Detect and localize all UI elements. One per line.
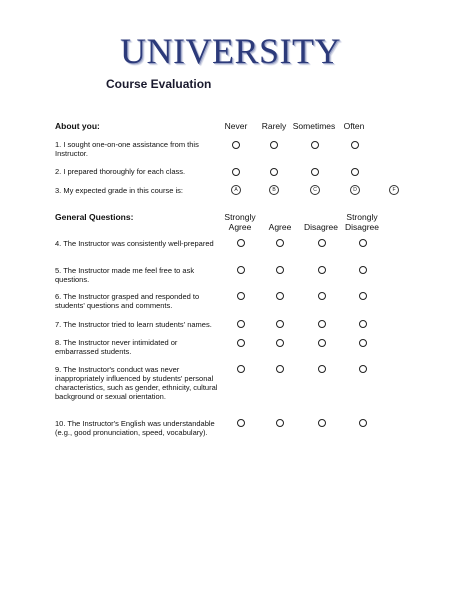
column-header-often: Often — [343, 121, 365, 131]
column-header-strongly-disagree: Strongly Disagree — [344, 212, 380, 232]
q10-strongly-agree-radio[interactable] — [237, 419, 245, 427]
question-2: 2. I prepared thoroughly for each class. — [55, 167, 186, 176]
q7-disagree-radio[interactable] — [318, 320, 326, 328]
question-3: 3. My expected grade in this course is: — [55, 186, 183, 195]
question-8: 8. The Instructor never intimidated or embarrassed students. — [55, 338, 178, 356]
q1-never-radio[interactable] — [232, 141, 240, 149]
q7-agree-radio[interactable] — [276, 320, 284, 328]
q6-strongly-disagree-radio[interactable] — [359, 292, 367, 300]
grade-c-radio[interactable]: C — [310, 185, 320, 195]
q5-disagree-radio[interactable] — [318, 266, 326, 274]
q9-strongly-agree-radio[interactable] — [237, 365, 245, 373]
q4-strongly-agree-radio[interactable] — [237, 239, 245, 247]
q8-disagree-radio[interactable] — [318, 339, 326, 347]
q9-strongly-disagree-radio[interactable] — [359, 365, 367, 373]
q9-disagree-radio[interactable] — [318, 365, 326, 373]
university-logo: UNIVERSITY — [120, 31, 341, 71]
grade-a-radio[interactable]: A — [231, 185, 241, 195]
question-6: 6. The Instructor grasped and responded to students' questions and comments. — [55, 292, 200, 310]
section-heading-about: About you: — [55, 121, 100, 131]
column-header-disagree: Disagree — [303, 222, 339, 232]
q4-strongly-disagree-radio[interactable] — [359, 239, 367, 247]
question-10: 10. The Instructor's English was understandable (e.g., good pronunciation, speed, vocabulary). — [55, 419, 215, 437]
page-title: Course Evaluation — [106, 77, 212, 91]
q5-strongly-agree-radio[interactable] — [237, 266, 245, 274]
question-7: 7. The Instructor tried to learn students' names. — [55, 320, 212, 329]
q1-often-radio[interactable] — [351, 141, 359, 149]
q8-strongly-agree-radio[interactable] — [237, 339, 245, 347]
q4-disagree-radio[interactable] — [318, 239, 326, 247]
q9-agree-radio[interactable] — [276, 365, 284, 373]
grade-b-radio[interactable]: B — [269, 185, 279, 195]
column-header-rarely: Rarely — [261, 121, 287, 131]
grade-f-radio[interactable]: F — [389, 185, 399, 195]
q6-agree-radio[interactable] — [276, 292, 284, 300]
q2-sometimes-radio[interactable] — [311, 168, 319, 176]
q5-agree-radio[interactable] — [276, 266, 284, 274]
q2-rarely-radio[interactable] — [270, 168, 278, 176]
q4-agree-radio[interactable] — [276, 239, 284, 247]
question-9: 9. The Instructor's conduct was never inappropriately influenced by students' personal characteristics, such as gender, ethnicity, cultural background or sexual orientation. — [55, 365, 218, 401]
q6-strongly-agree-radio[interactable] — [237, 292, 245, 300]
q10-agree-radio[interactable] — [276, 419, 284, 427]
q6-disagree-radio[interactable] — [318, 292, 326, 300]
question-5: 5. The Instructor made me feel free to ask questions. — [55, 266, 195, 284]
question-4: 4. The Instructor was consistently well-prepared — [55, 239, 214, 248]
q1-sometimes-radio[interactable] — [311, 141, 319, 149]
q8-strongly-disagree-radio[interactable] — [359, 339, 367, 347]
column-header-never: Never — [224, 121, 248, 131]
grade-d-radio[interactable]: D — [350, 185, 360, 195]
q8-agree-radio[interactable] — [276, 339, 284, 347]
section-heading-general: General Questions: — [55, 212, 134, 222]
q10-strongly-disagree-radio[interactable] — [359, 419, 367, 427]
q2-never-radio[interactable] — [232, 168, 240, 176]
q1-rarely-radio[interactable] — [270, 141, 278, 149]
q5-strongly-disagree-radio[interactable] — [359, 266, 367, 274]
column-header-strongly-agree: Strongly Agree — [224, 212, 256, 232]
question-1: 1. I sought one-on-one assistance from this Instructor. — [55, 140, 199, 158]
q2-often-radio[interactable] — [351, 168, 359, 176]
column-header-sometimes: Sometimes — [292, 121, 336, 131]
q7-strongly-disagree-radio[interactable] — [359, 320, 367, 328]
q10-disagree-radio[interactable] — [318, 419, 326, 427]
column-header-agree: Agree — [268, 222, 292, 232]
q7-strongly-agree-radio[interactable] — [237, 320, 245, 328]
